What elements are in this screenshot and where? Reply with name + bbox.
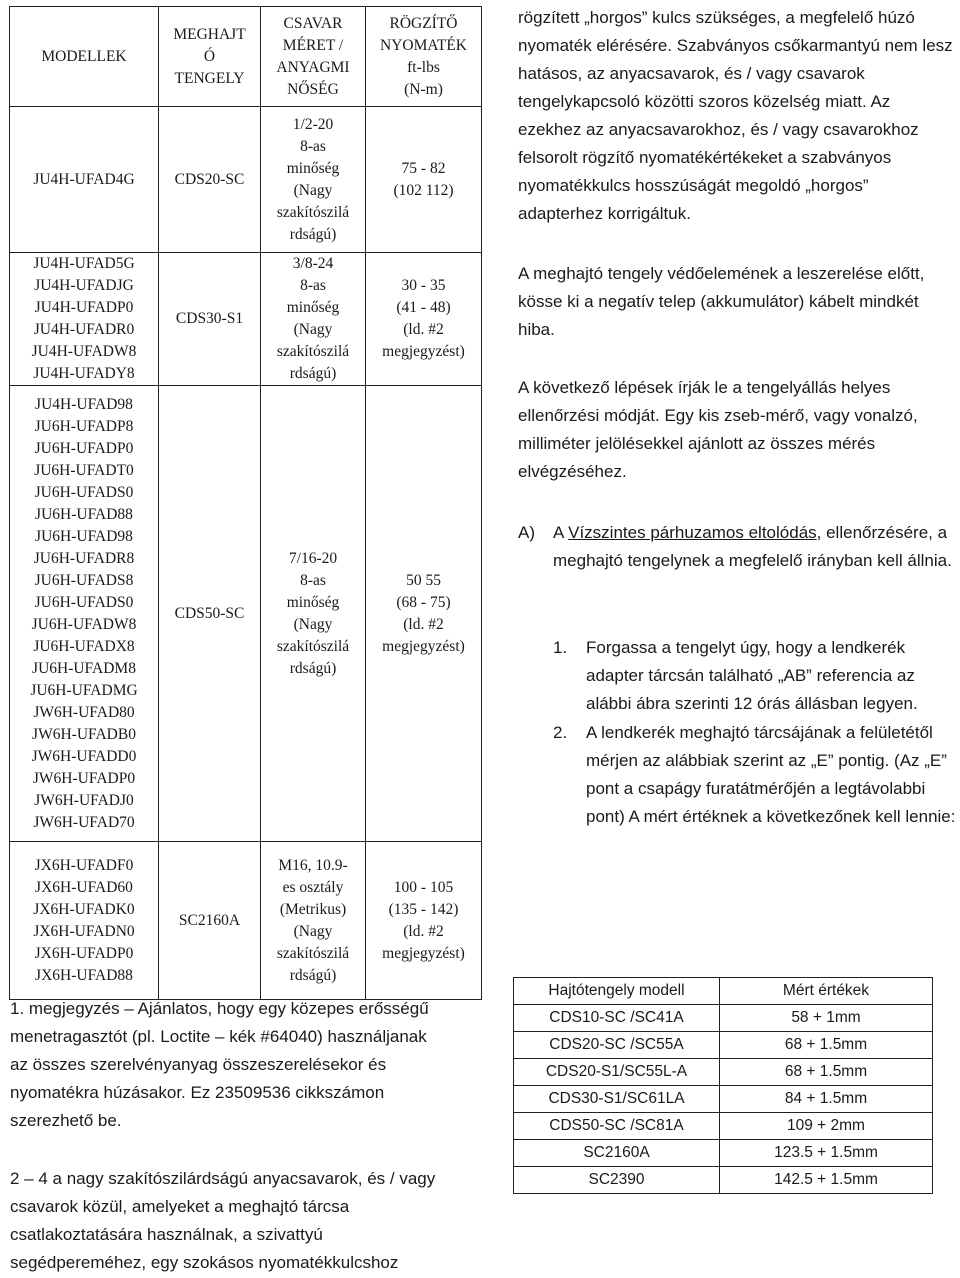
model-name: JX6H-UFAD88	[35, 966, 133, 984]
model-name: JX6H-UFAD60	[35, 878, 133, 896]
model-name: JU6H-UFAD98	[35, 527, 133, 545]
row-shaft: SC2160A	[159, 842, 261, 1000]
bolt-spec-line: szakítószilá	[276, 343, 350, 360]
model-name: JX6H-UFADN0	[33, 922, 135, 940]
row-torque	[366, 386, 482, 842]
header-line: (N-m)	[404, 80, 443, 98]
measurement-table	[513, 977, 933, 1194]
table-row	[514, 1086, 933, 1113]
section-a-label: A)	[518, 523, 535, 542]
measurement-value: 109 + 2mm	[720, 1113, 933, 1140]
bolt-spec-line: (Nagy	[293, 922, 333, 940]
measurement-model: SC2390	[514, 1167, 720, 1194]
table-row	[514, 1167, 933, 1194]
row-shaft: CDS50-SC	[159, 386, 261, 842]
model-name: JU6H-UFAD88	[35, 505, 133, 523]
measurement-header-value: Mért értékek	[720, 978, 933, 1005]
model-name: JU4H-UFAD98	[35, 395, 133, 413]
row-torque	[366, 107, 482, 253]
bolt-spec-line: rdságú)	[289, 966, 337, 984]
measurement-header-model: Hajtótengely modell	[514, 978, 720, 1005]
row-torque	[366, 253, 482, 386]
step-1-number: 1.	[553, 638, 568, 657]
header-line: NYOMATÉK	[380, 36, 467, 54]
torque-value-line: (ld. #2	[403, 615, 444, 633]
bolt-spec-line: minőség	[286, 593, 340, 611]
torque-table-header-row	[10, 7, 482, 107]
torque-value-line: 30 - 35	[401, 277, 446, 294]
bolt-spec-line: minőség	[286, 159, 340, 177]
bolt-spec-line: 8-as	[300, 137, 326, 155]
bolt-spec-line: szakítószilá	[276, 637, 350, 655]
row-bolt	[261, 842, 366, 1000]
step-2-text: A lendkerék meghajtó tárcsájának a felületétől mérjen az alábbiak szerint az „E” pontig. (Az „E” pont a csapágy furatátmérőjén a legtávolabbi pont) A mért értéknek a következőnek kell lennie:	[586, 723, 956, 826]
header-bolt-size	[261, 7, 366, 107]
measurement-model: CDS10-SC /SC41A	[514, 1005, 720, 1032]
model-name: JU6H-UFADP8	[34, 417, 134, 435]
torque-row	[10, 842, 482, 1000]
measurement-header-row	[514, 978, 933, 1005]
section-a-heading	[518, 519, 958, 575]
torque-value-line: (41 - 48)	[396, 299, 451, 316]
row-models	[10, 386, 159, 842]
bolt-spec-line: es osztály	[282, 878, 344, 896]
bolt-spec-line: rdságú)	[289, 365, 337, 382]
measurement-model: CDS50-SC /SC81A	[514, 1113, 720, 1140]
row-bolt	[261, 253, 366, 386]
row-shaft: CDS20-SC	[159, 107, 261, 253]
model-name: JU4H-UFADR0	[33, 321, 135, 338]
row-bolt	[261, 386, 366, 842]
section-a-underlined: Vízszintes párhuzamos eltolódás	[568, 523, 817, 542]
model-name: JU6H-UFADS8	[34, 571, 134, 589]
row-bolt	[261, 107, 366, 253]
model-name: JW6H-UFADP0	[32, 769, 136, 787]
torque-value-line: megjegyzést)	[382, 343, 465, 360]
table-row	[514, 1059, 933, 1086]
torque-value-line: 100 - 105	[393, 878, 454, 896]
bolt-spec-line: (Nagy	[293, 615, 333, 633]
model-name: JW6H-UFADD0	[31, 747, 137, 765]
step-1-text: Forgassa a tengelyt úgy, hogy a lendkerék adapter tárcsán található „AB” referencia az alábbi ábra szerinti 12 órás állásban legyen.	[586, 638, 918, 713]
header-torque	[366, 7, 482, 107]
header-line: MÉRET /	[282, 36, 344, 54]
model-name: JW6H-UFADB0	[32, 725, 136, 743]
table-row	[514, 1140, 933, 1167]
torque-value-line: 75 - 82	[401, 159, 446, 177]
model-name: JW6H-UFAD80	[33, 703, 135, 721]
header-line: NŐSÉG	[287, 80, 339, 98]
row-torque	[366, 842, 482, 1000]
header-line: TENGELY	[174, 69, 245, 87]
step-2	[553, 719, 958, 831]
header-line: Ó	[203, 47, 216, 65]
torque-row	[10, 386, 482, 842]
model-name: JU6H-UFADS0	[34, 483, 134, 501]
paragraph-alignment-intro: A következő lépések írják le a tengelyállás helyes ellenőrzési módját. Egy kis zseb-mérő, vagy vonalzó, milliméter jelölésekkel ajánlott az összes mérés elvégzéséhez.	[518, 378, 918, 481]
torque-value-line: (ld. #2	[403, 321, 444, 338]
note-2: 2 – 4 a nagy szakítószilárdságú anyacsavarok, és / vagy csavarok közül, amelyeket a meghajtó tárcsa csatlakoztatására használnak, a szivattyú segédpereméhez, egy szokásos nyomatékkulcshoz	[10, 1169, 436, 1272]
torque-value-line: (102 112)	[393, 181, 454, 199]
measurement-value: 142.5 + 1.5mm	[720, 1167, 933, 1194]
table-row	[514, 1113, 933, 1140]
model-name: JU4H-UFAD5G	[33, 255, 135, 272]
measurement-value: 68 + 1.5mm	[720, 1032, 933, 1059]
header-drive-shaft	[159, 7, 261, 107]
measurement-model: CDS20-SC /SC55A	[514, 1032, 720, 1059]
bolt-spec-line: rdságú)	[289, 225, 337, 243]
bolt-spec-line: minőség	[286, 299, 340, 316]
bolt-spec-line: (Metrikus)	[279, 900, 347, 918]
torque-value-line: 50 55	[406, 571, 441, 589]
bolt-spec-line: 8-as	[300, 277, 326, 294]
bolt-spec-line: 3/8-24	[292, 255, 334, 272]
note-1: 1. megjegyzés – Ajánlatos, hogy egy közepes erősségű menetragasztót (pl. Loctite – kék #64040) használjanak az összes szerelvényanyag összeszerelésekor és nyomatékra húzásakor. Ez 23509536 cikkszámon szerezhető be.	[10, 999, 429, 1130]
model-name: JX6H-UFADP0	[34, 944, 134, 962]
model-name: JX6H-UFADK0	[33, 900, 135, 918]
model-name: JU4H-UFADJG	[34, 277, 134, 294]
table-row	[514, 1005, 933, 1032]
section-a-suffix: , ellenőrzésére, a meghajtó tengelynek a megfelelő irányban kell állnia.	[553, 523, 952, 570]
header-models: MODELLEK	[10, 7, 159, 107]
row-models	[10, 842, 159, 1000]
torque-value-line: megjegyzést)	[382, 637, 465, 655]
header-line: ft-lbs	[407, 58, 440, 76]
bolt-spec-line: (Nagy	[293, 321, 333, 338]
row-models	[10, 253, 159, 386]
torque-value-line: (135 - 142)	[388, 900, 459, 918]
torque-row	[10, 107, 482, 253]
bolt-spec-line: M16, 10.9-	[278, 856, 348, 874]
measurement-value: 123.5 + 1.5mm	[720, 1140, 933, 1167]
bolt-spec-line: 7/16-20	[288, 549, 338, 567]
measurement-model: CDS30-S1/SC61LA	[514, 1086, 720, 1113]
torque-value-line: (ld. #2	[403, 922, 444, 940]
model-name: JW6H-UFADJ0	[34, 791, 134, 809]
header-line: ANYAGMI	[276, 58, 350, 76]
measurement-value: 68 + 1.5mm	[720, 1059, 933, 1086]
model-name: JU6H-UFADM8	[32, 659, 136, 677]
model-name: JU6H-UFADR8	[33, 549, 135, 567]
bolt-spec-line: 8-as	[300, 571, 326, 589]
measurement-value: 84 + 1.5mm	[720, 1086, 933, 1113]
model-name: JU6H-UFADT0	[34, 461, 134, 479]
model-name: JU6H-UFADS0	[34, 593, 134, 611]
model-name: JU4H-UFADY8	[33, 365, 135, 382]
bolt-spec-line: rdságú)	[289, 659, 337, 677]
model-name: JU6H-UFADW8	[31, 615, 137, 633]
model-name: JU4H-UFADW8	[31, 343, 137, 360]
header-line: RÖGZÍTŐ	[389, 14, 458, 32]
model-name: JU4H-UFADP0	[34, 299, 134, 316]
header-line: CSAVAR	[283, 14, 343, 32]
model-name: JU6H-UFADP0	[34, 439, 134, 457]
row-models	[10, 107, 159, 253]
torque-row	[10, 253, 482, 386]
bolt-spec-line: szakítószilá	[276, 944, 350, 962]
model-name: JU6H-UFADMG	[30, 681, 138, 699]
model-name: JX6H-UFADF0	[34, 856, 134, 874]
torque-spec-table	[9, 6, 482, 1000]
bolt-spec-line: 1/2-20	[292, 115, 334, 133]
table-row	[514, 1032, 933, 1059]
header-line: MEGHAJT	[173, 25, 246, 43]
measurement-model: SC2160A	[514, 1140, 720, 1167]
measurement-model: CDS20-S1/SC55L-A	[514, 1059, 720, 1086]
section-a-prefix: A	[553, 523, 569, 542]
model-name: JU4H-UFAD4G	[33, 170, 135, 188]
paragraph-hook-wrench: rögzített „horgos” kulcs szükséges, a megfelelő húzó nyomaték elérésére. Szabványos csőkarmantyú nem lesz hatásos, az anyacsavarok, és / vagy csavarok tengelykapcsoló közötti szoros közelség miatt. Az ezekhez az anyacsavarokhoz, és / vagy csavarokhoz felsorolt rögzítő nyomatékértékeket a szabványos nyomatékkulcs hosszúságát megoldó „horgos” adapterhez korrigáltuk.	[518, 8, 953, 223]
paragraph-battery-warning: A meghajtó tengely védőelemének a leszerelése előtt, kösse ki a negatív telep (akkumulátor) kábelt mindkét hiba.	[518, 264, 925, 339]
model-name: JW6H-UFAD70	[33, 813, 135, 831]
model-name: JU6H-UFADX8	[33, 637, 135, 655]
row-shaft: CDS30-S1	[159, 253, 261, 386]
torque-value-line: (68 - 75)	[396, 593, 451, 611]
torque-value-line: megjegyzést)	[382, 944, 465, 962]
measurement-value: 58 + 1mm	[720, 1005, 933, 1032]
bolt-spec-line: szakítószilá	[276, 203, 350, 221]
step-2-number: 2.	[553, 723, 568, 742]
step-1	[553, 634, 958, 718]
bolt-spec-line: (Nagy	[293, 181, 333, 199]
